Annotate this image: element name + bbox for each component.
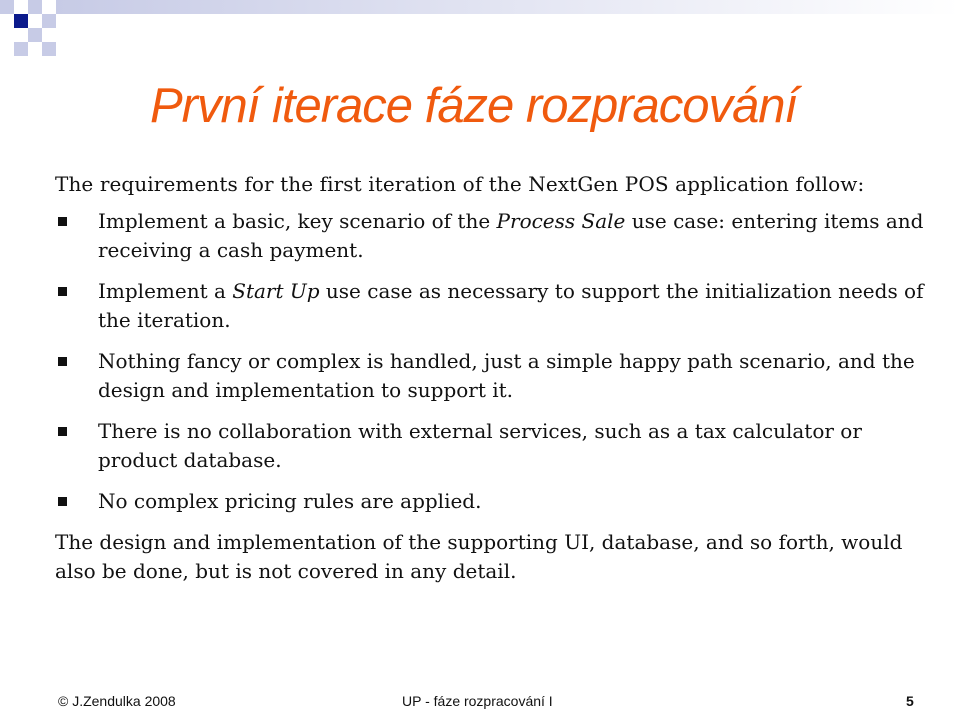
- list-item: [55, 487, 930, 516]
- page-number: 5: [906, 693, 914, 709]
- square-bullet-icon: [58, 287, 67, 296]
- square-bullet-icon: [58, 427, 67, 436]
- corner-bar: [56, 0, 960, 14]
- corner-square: [14, 14, 28, 28]
- requirement-text: No complex pricing rules are applied.: [98, 489, 482, 513]
- list-item: [55, 277, 930, 335]
- requirement-text: Implement a basic, key scenario of the: [98, 209, 497, 233]
- list-item: [55, 417, 930, 475]
- requirement-text: use case as necessary to support the initialization needs of the iteration.: [98, 279, 924, 332]
- requirement-text: use case: entering items and receiving a cash payment.: [98, 209, 924, 262]
- square-bullet-icon: [58, 217, 67, 226]
- use-case-name: Start Up: [232, 279, 320, 303]
- requirement-text: Implement a: [98, 279, 233, 303]
- corner-square: [42, 42, 56, 56]
- footer-course: UP - fáze rozpracování I: [402, 693, 553, 709]
- list-item: [55, 347, 930, 405]
- corner-square: [28, 28, 42, 42]
- corner-square: [42, 14, 56, 28]
- footer-copyright: © J.Zendulka 2008: [58, 693, 176, 709]
- intro-text: The requirements for the first iteration of the NextGen POS application follow:: [55, 172, 865, 196]
- corner-square: [0, 0, 14, 14]
- use-case-name: Process Sale: [496, 209, 626, 233]
- list-item: [55, 207, 930, 265]
- corner-decoration: [0, 0, 960, 60]
- corner-square: [14, 42, 28, 56]
- scanned-text: [55, 170, 930, 586]
- requirement-text: There is no collaboration with external services, such as a tax calculator or product database.: [98, 419, 862, 472]
- corner-square: [28, 0, 42, 14]
- slide-title: První iterace fáze rozpracování: [150, 79, 798, 133]
- square-bullet-icon: [58, 497, 67, 506]
- requirements-list: [55, 207, 930, 516]
- requirement-text: Nothing fancy or complex is handled, just a simple happy path scenario, and the design and implementation to support it.: [98, 349, 915, 402]
- square-bullet-icon: [58, 357, 67, 366]
- outro-text: The design and implementation of the supporting UI, database, and so forth, would also be done, but is not covered in any detail.: [55, 530, 903, 583]
